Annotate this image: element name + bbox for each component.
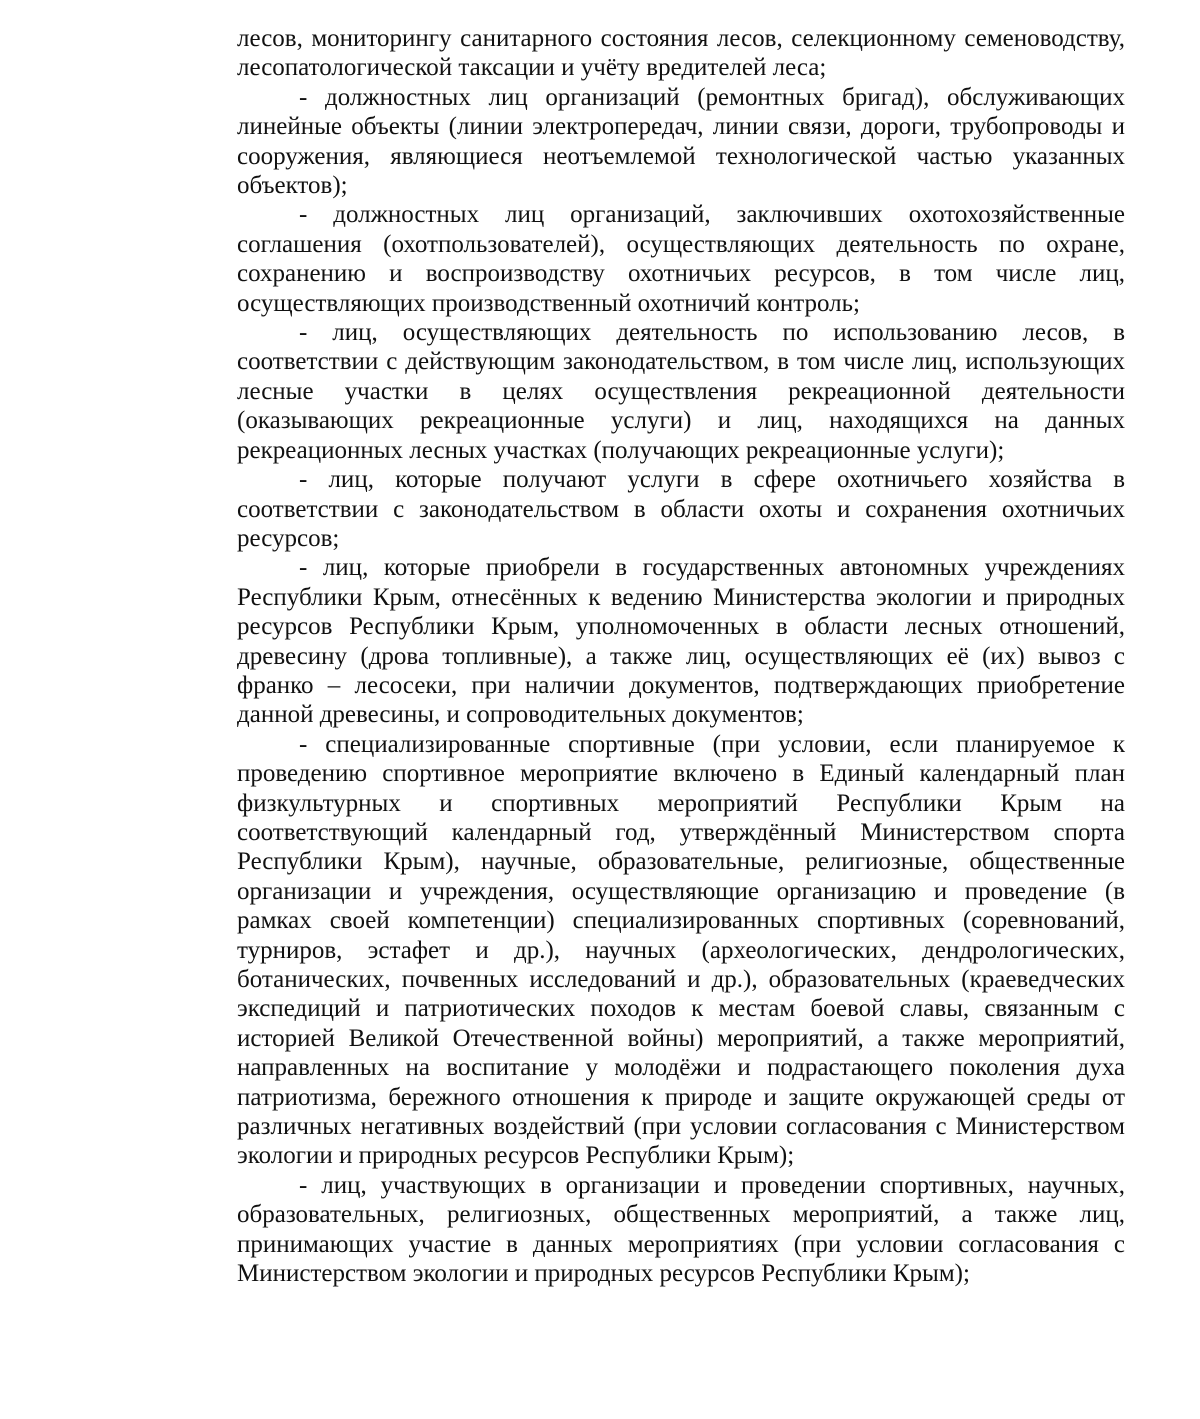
document-page (237, 24, 1125, 1288)
paragraph-continuation: лесов, мониторингу санитарного состояния лесов, селекционному семеноводству, лесопатологической таксации и учёту вредителей леса; (237, 25, 1125, 82)
paragraph-event-participants: - лиц, участвующих в организации и проведении спортивных, научных, образовательных, религиозных, общественных мероприятий, а также лиц, принимающих участие в данных мероприятиях (при условии согласования с Министерством экологии и природных ресурсов Республики Крым); (237, 1171, 1125, 1288)
paragraph-specialized-organizations: - специализированные спортивные (при условии, если планируемое к проведению спортивное мероприятие включено в Единый календарный план физкультурных и спортивных мероприятий Республики Крым на соответствующий календарный год, утверждённый Министерством спорта Республики Крым), научные, образовательные, религиозные, общественные организации и учреждения, осуществляющие организацию и проведение (в рамках своей компетенции) специализированных спортивных (соревнований, турниров, эстафет и др.), научных (археологических, дендрологических, ботанических, почвенных исследований и др.), образовательных (краеведческих экспедиций и патриотических походов к местам боевой славы, связанным с историей Великой Отечественной войны) мероприятий, а также мероприятий, направленных на воспитание у молодёжи и подрастающего поколения духа патриотизма, бережного отношения к природе и защите окружающей среды от различных негативных воздействий (при условии согласования с Министерством экологии и природных ресурсов Республики Крым); (237, 730, 1125, 1170)
paragraph-hunting-services: - лиц, которые получают услуги в сфере охотничьего хозяйства в соответствии с законодательством в области охоты и сохранения охотничьих ресурсов; (237, 466, 1125, 552)
paragraph-forest-users: - лиц, осуществляющих деятельность по использованию лесов, в соответствии с действующим законодательством, в том числе лиц, использующих лесные участки в целях осуществления рекреационной деятельности (оказывающих рекреационные услуги) и лиц, находящихся на данных рекреационных лесных участках (получающих рекреационные услуги); (237, 319, 1125, 464)
paragraph-firewood-buyers: - лиц, которые приобрели в государственных автономных учреждениях Республики Крым, отнесённых к ведению Министерства экологии и природных ресурсов Республики Крым, уполномоченных в области лесных отношений, древесину (дрова топливные), а также лиц, осуществляющих её (их) вывоз с франко – лесосеки, при наличии документов, подтверждающих приобретение данной древесины, и сопроводительных документов; (237, 554, 1125, 729)
paragraph-linear-objects-staff: - должностных лиц организаций (ремонтных бригад), обслуживающих линейные объекты (линии электропередач, линии связи, дороги, трубопроводы и сооружения, являющиеся неотъемлемой технологической частью указанных объектов); (237, 83, 1125, 200)
paragraph-hunting-users: - должностных лиц организаций, заключивших охотохозяйственные соглашения (охотпользователей), осуществляющих деятельность по охране, сохранению и воспроизводству охотничьих ресурсов, в том числе лиц, осуществляющих производственный охотничий контроль; (237, 201, 1125, 317)
